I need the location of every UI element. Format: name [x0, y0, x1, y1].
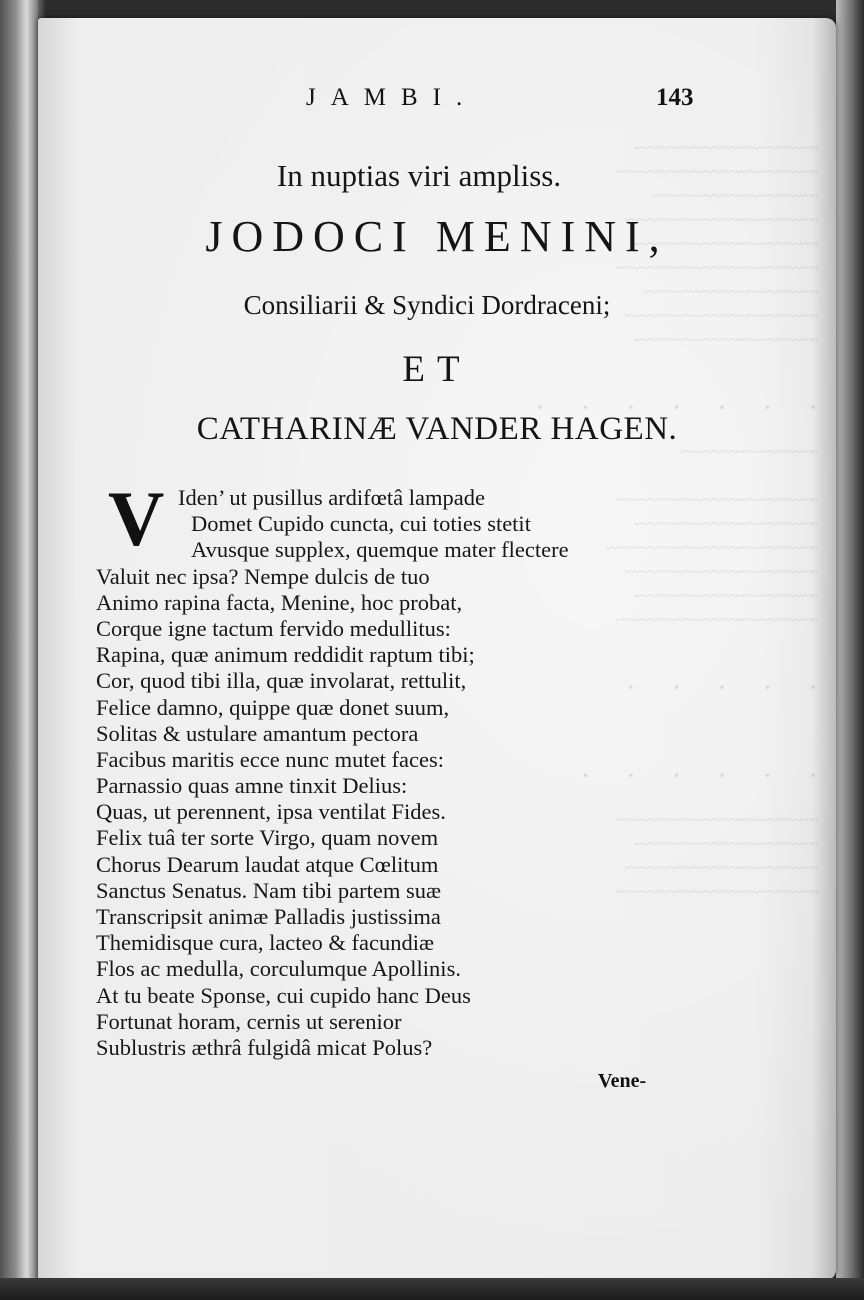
poem-line: Flos ac medulla, corculumque Apollinis. — [96, 956, 461, 982]
poem-line: Domet Cupido cuncta, cui toties stetit — [191, 511, 531, 537]
poem-line: Quas, ut perennent, ipsa ventilat Fides. — [96, 799, 446, 825]
groom-name: JODOCI MENINI, — [205, 212, 669, 261]
page-shadow — [812, 18, 836, 1280]
poem-line: Solitas & ustulare amantum pectora — [96, 720, 419, 746]
poem-line: Parnassio quas amne tinxit Delius: — [96, 773, 408, 799]
page-fore-edge — [836, 0, 864, 1300]
show-through-decoration: ~~~~~~~~~~~~~~~~~~~~ ~~~~~~~~~~~~~~~~~~~~~~ ~~~~~~~~~~~~~~~~~~ ~~~~~~~~~~~~~~~~~~~~~ ~~~~~~~~~~~~~~~~~~~~ ~~~~~~~~~~~~~~~~~~~~~~ ~~~~~~~~~~~~~~~~~~~ ~~~~~~~~~~~~~~~~~~~~~ ~~~~~~~~~~~~~~~~~~~~ · · · · · · · ~~~~~~~~~~~~~~~ ~~~~~~~~~~~~~~~~~~~~~~ ~~~~~~~~~~~~~~~~~~~~ ~~~~~~~~~~~~~~~~~~~~~~~ ~~~~~~~~~~~~~~~~~~~~~ ~~~~~~~~~~~~~~~~~~~~ ~~~~~~~~~~~~~~~~~~~~~~ · · · · · · · · · · · ~~~~~~~~~~~~~~~~~~~~~~ ~~~~~~~~~~~~~~~~~~~~ ~~~~~~~~~~~~~~~~~~~~~ ~~~~~~~~~~~~~~~~~~~~~~ — [521, 138, 818, 901]
catchword: Vene- — [598, 1070, 647, 1092]
poem-line: Avusque supplex, quemque mater flectere — [191, 537, 569, 563]
poem-line: Transcripsit animæ Palladis justissima — [96, 904, 441, 929]
bride-name: CATHARINÆ VANDER HAGEN. — [196, 411, 678, 447]
book-page — [38, 18, 836, 1280]
poem-line: Sanctus Senatus. Nam tibi partem suæ — [96, 877, 441, 903]
poem-line: Cor, quod tibi illa, quæ involarat, rettulit, — [96, 668, 467, 694]
poem-line: Fortunat horam, cernis ut serenior — [96, 1008, 402, 1034]
poem-line: Sublustris æthrâ fulgidâ micat Polus? — [96, 1034, 433, 1060]
page-number: 143 — [656, 84, 694, 111]
running-head-title: JAMBI. — [306, 84, 478, 111]
conjunction: ET — [402, 349, 472, 390]
poem-line: At tu beate Sponse, cui cupido hanc Deus — [96, 982, 471, 1008]
poem-line: Animo rapina facta, Menine, hoc probat, — [96, 589, 463, 615]
poem-line: Facibus maritis ecce nunc mutet faces: — [96, 746, 444, 772]
poem-occasion: In nuptias viri ampliss. — [276, 158, 562, 193]
poem-line: Rapina, quæ animum reddidit raptum tibi; — [96, 642, 475, 668]
drop-cap: V — [108, 475, 165, 562]
poem-line: Felix tuâ ter sorte Virgo, quam novem — [96, 825, 439, 851]
poem-line: Chorus Dearum laudat atque Cœlitum — [96, 851, 439, 877]
facing-page-edge — [0, 0, 38, 1300]
groom-office: Consiliarii & Syndici Dordraceni; — [243, 290, 611, 320]
bottom-edge — [0, 1278, 864, 1300]
poem-body — [96, 485, 736, 1061]
poem-line: Felice damno, quippe quæ donet suum, — [96, 694, 450, 720]
running-head — [38, 84, 836, 118]
poem-line: Iden’ ut pusillus ardifœtâ lampade — [178, 485, 485, 510]
poem-line: Valuit nec ipsa? Nempe dulcis de tuo — [96, 563, 430, 589]
poem-line: Corque igne tactum fervido medullitus: — [96, 615, 451, 641]
poem-line: Themidisque cura, lacteo & facundiæ — [96, 930, 435, 956]
